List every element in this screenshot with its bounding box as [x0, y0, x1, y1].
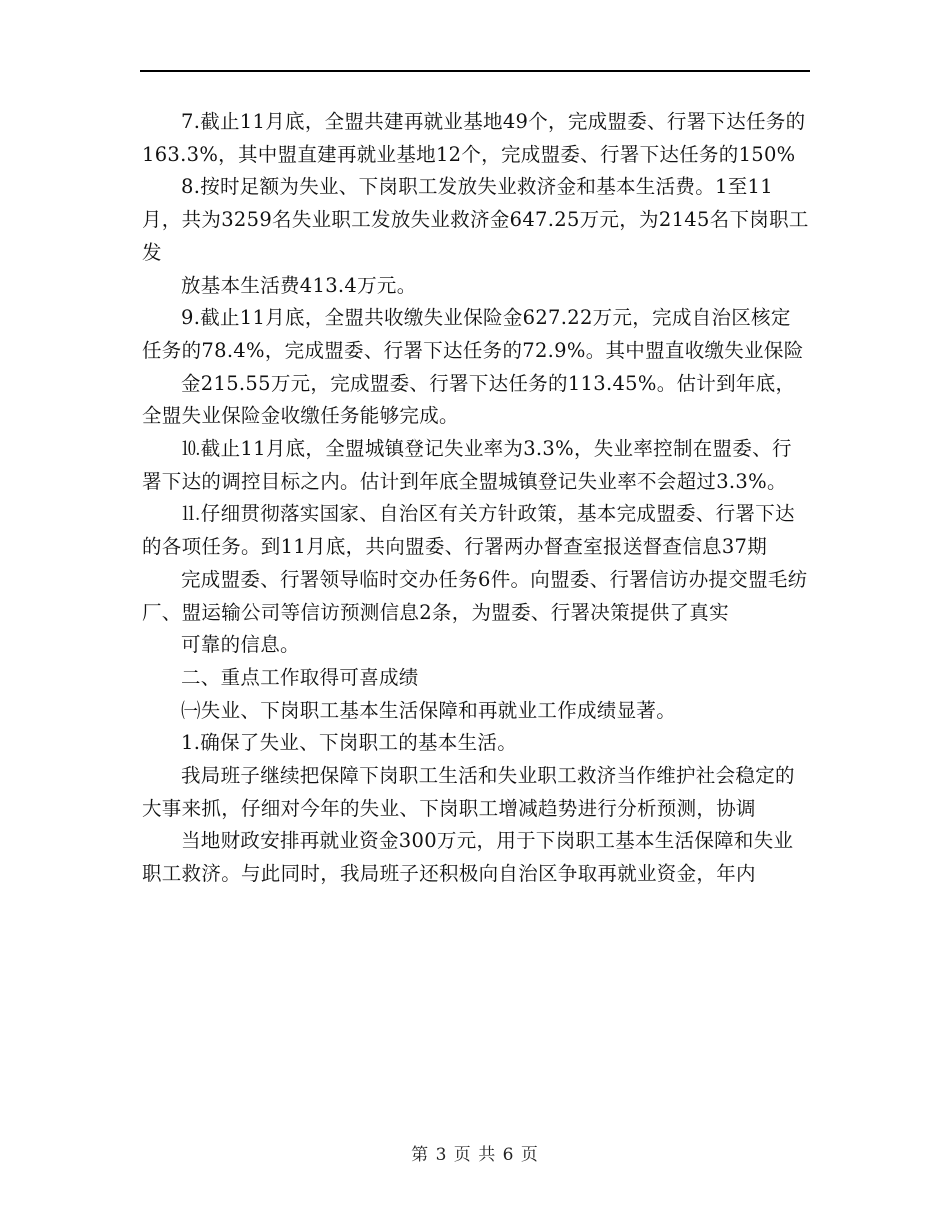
header-rule	[140, 70, 810, 72]
subsection-heading: ㈠失业、下岗职工基本生活保障和再就业工作成绩显著。	[181, 698, 677, 722]
paragraph: 7.截止11月底，全盟共建再就业基地49个，完成盟委、行署下达任务的163.3%，其中盟直建再就业基地12个，完成盟委、行署下达任务的150%	[142, 110, 806, 166]
paragraph: 8.按时足额为失业、下岗职工发放失业救济金和基本生活费。1至11月，共为3259名失业职工发放失业救济金647.25万元，为2145名下岗职工发	[142, 175, 809, 264]
paragraph: 完成盟委、行署领导临时交办任务6件。向盟委、行署信访办提交盟毛纺厂、盟运输公司等信访预测信息2条，为盟委、行署决策提供了真实	[142, 567, 808, 624]
paragraph: 可靠的信息。	[181, 633, 300, 657]
paragraph: ⒑截止11月底，全盟城镇登记失业率为3.3%，失业率控制在盟委、行署下达的调控目标之内。估计到年底全盟城镇登记失业率不会超过3.3%。	[142, 437, 792, 493]
section-heading: 二、重点工作取得可喜成绩	[181, 665, 419, 689]
paragraph: 放基本生活费413.4万元。	[181, 273, 417, 297]
paragraph: 当地财政安排再就业资金300万元，用于下岗职工基本生活保障和失业职工救济。与此同时，我局班子还积极向自治区争取再就业资金，年内	[142, 829, 794, 886]
document-body	[142, 106, 810, 891]
paragraph: ⒒仔细贯彻落实国家、自治区有关方针政策，基本完成盟委、行署下达的各项任务。到11月底，共向盟委、行署两办督查室报送督查信息37期	[142, 502, 795, 559]
item-heading: 1.确保了失业、下岗职工的基本生活。	[181, 731, 518, 755]
paragraph: 9.截止11月底，全盟共收缴失业保险金627.22万元，完成自治区核定任务的78.4%，完成盟委、行署下达任务的72.9%。其中盟直收缴失业保险	[142, 306, 804, 362]
paragraph: 金215.55万元，完成盟委、行署下达任务的113.45%。估计到年底，全盟失业保险金收缴任务能够完成。	[142, 371, 796, 428]
paragraph: 我局班子继续把保障下岗职工生活和失业职工救济当作维护社会稳定的大事来抓，仔细对今年的失业、下岗职工增减趋势进行分析预测，协调	[142, 764, 795, 820]
page-number-footer: 第 3 页 共 6 页	[411, 1145, 539, 1165]
